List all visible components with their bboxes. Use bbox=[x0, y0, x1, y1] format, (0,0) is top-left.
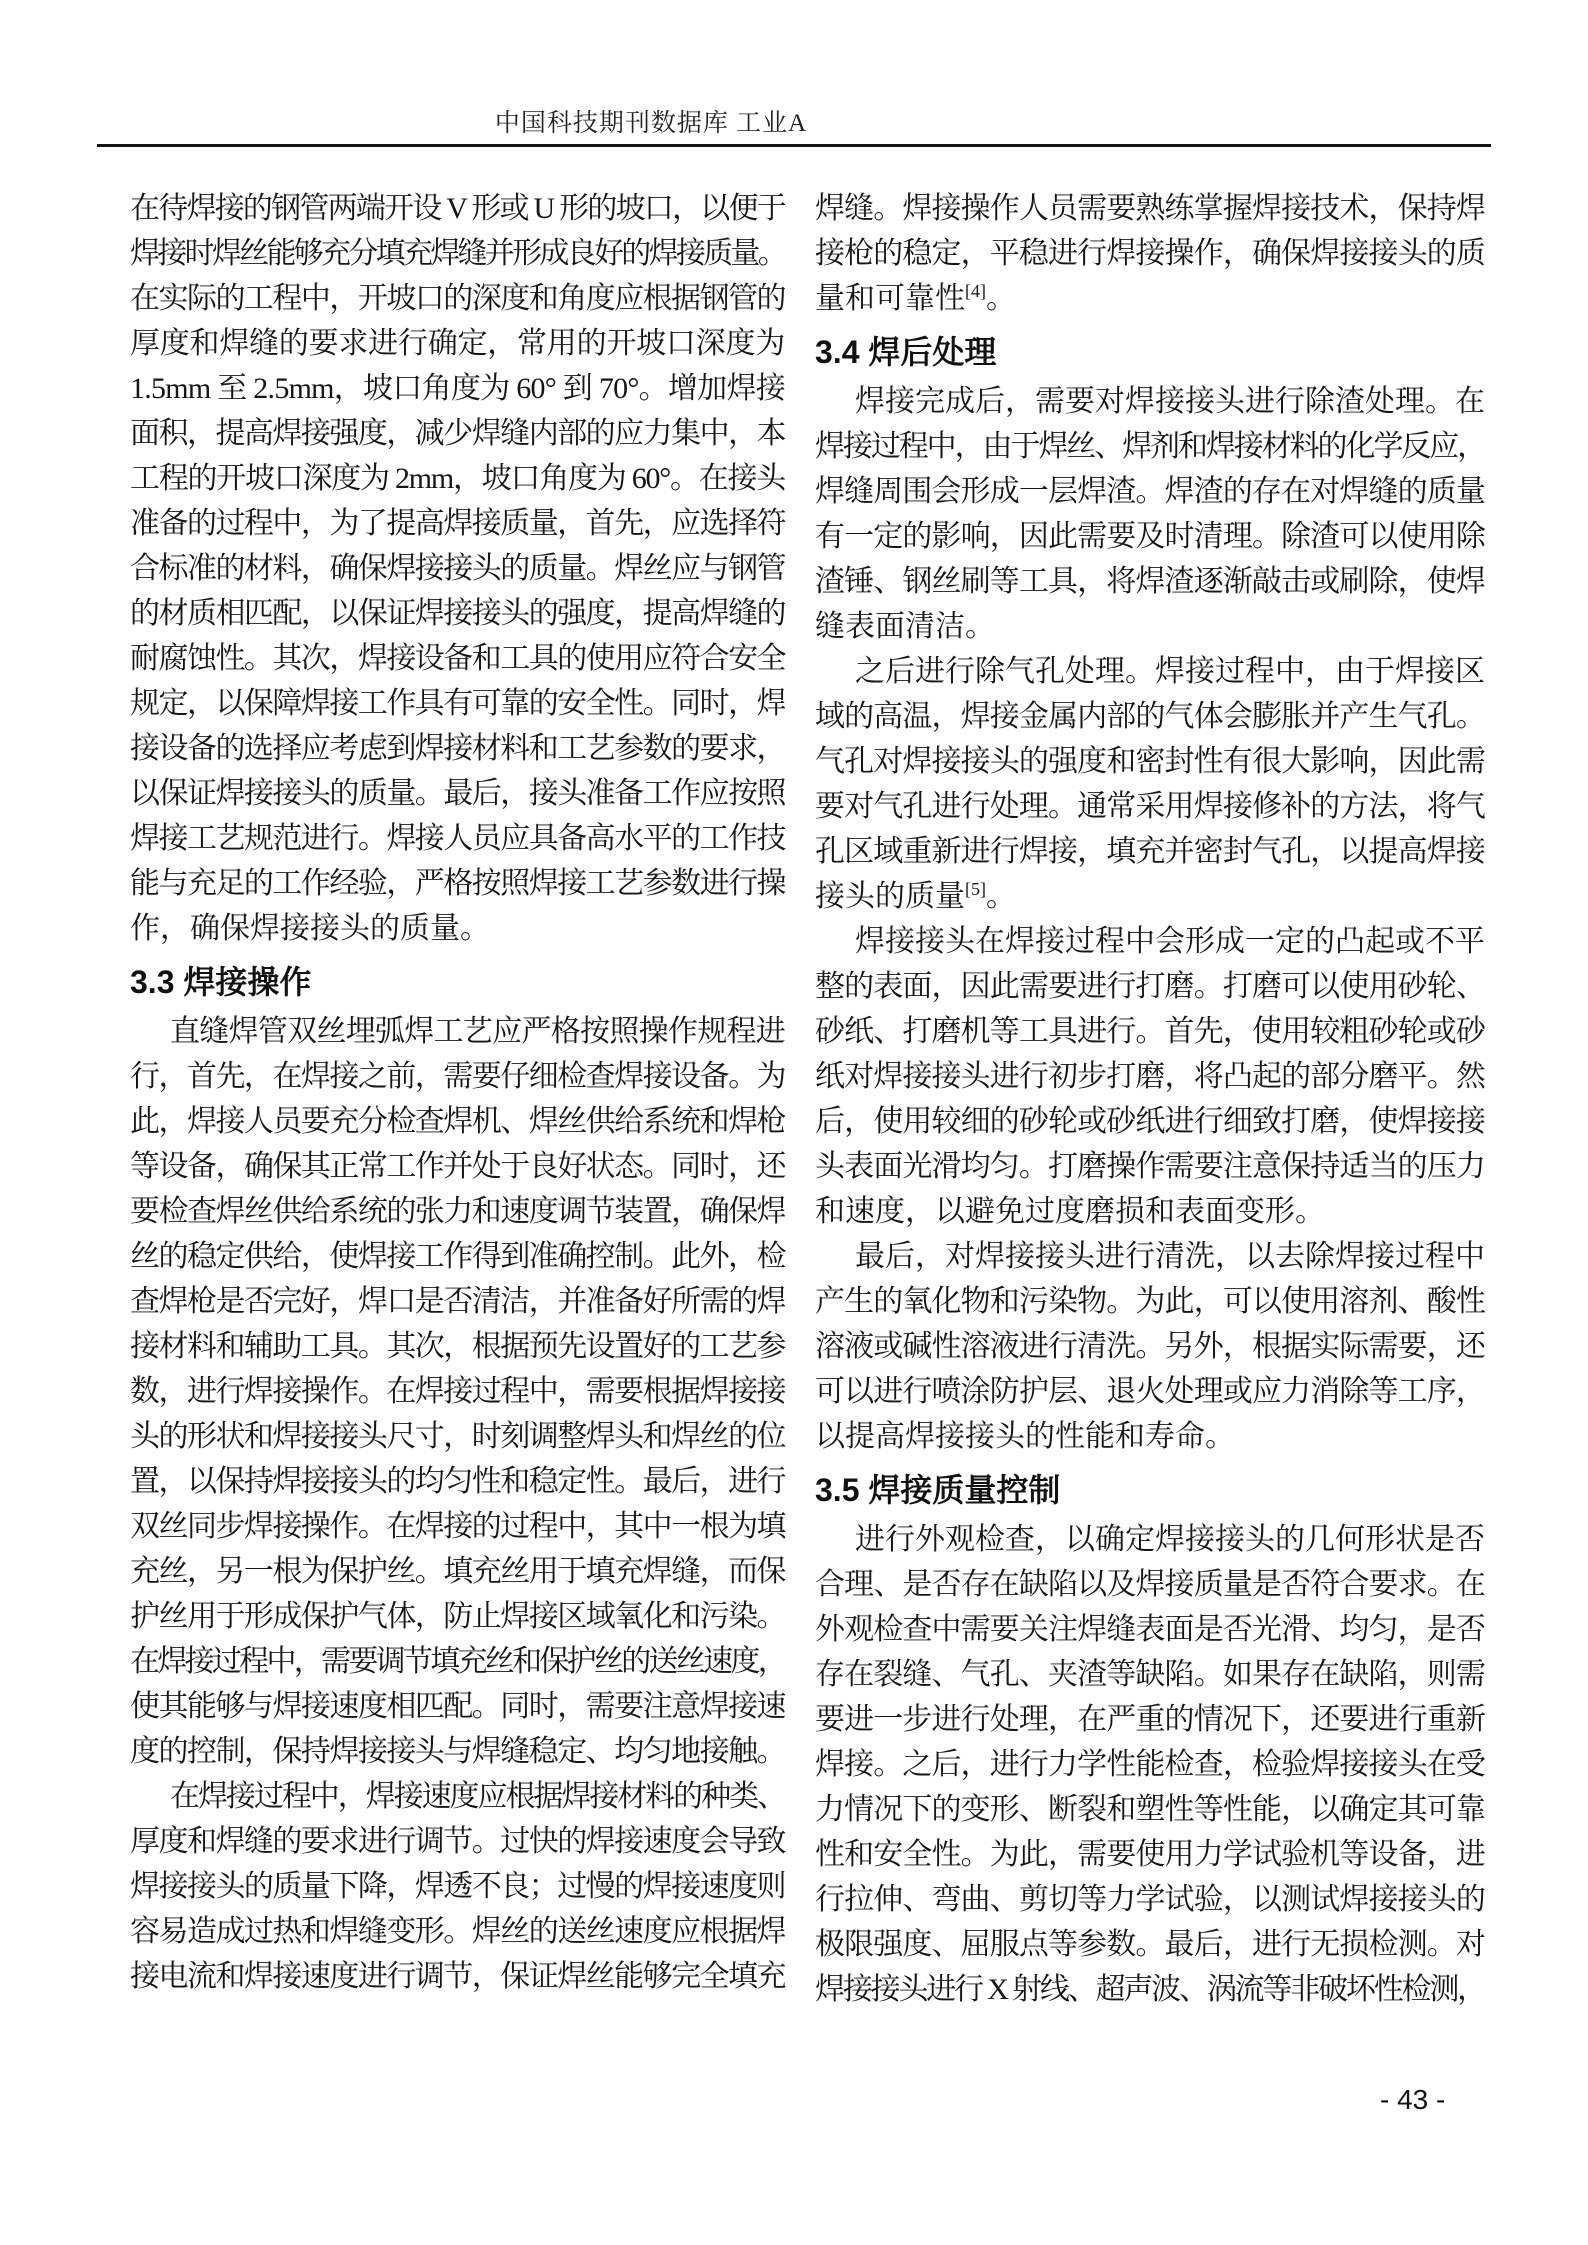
text-line: 耐腐蚀性。其次，焊接设备和工具的使用应符合安全 bbox=[130, 642, 786, 675]
text-line: 此，焊接人员要充分检查焊机、焊丝供给系统和焊枪 bbox=[130, 1105, 786, 1138]
text-line: 作，确保焊接接头的质量。 bbox=[130, 912, 490, 945]
text-line: 合理、是否存在缺陷以及焊接质量是否符合要求。在 bbox=[815, 1568, 1485, 1601]
section-heading: 3.5 焊接质量控制 bbox=[815, 1472, 1061, 1508]
text-line: 查焊枪是否完好，焊口是否清洁，并准备好所需的焊 bbox=[130, 1285, 786, 1318]
text-line: 极限强度、屈服点等参数。最后，进行无损检测。对 bbox=[815, 1928, 1485, 1961]
paragraph bbox=[815, 186, 1485, 321]
paragraph bbox=[130, 1009, 785, 1774]
header-rule bbox=[97, 144, 1491, 147]
paragraph bbox=[815, 379, 1485, 649]
text-line: 接头的质量[5]。 bbox=[815, 879, 1016, 913]
text-line: 焊缝。焊接操作人员需要熟练掌握焊接技术，保持焊 bbox=[815, 192, 1485, 225]
text-line: 焊接接头进行 X 射线、超声波、涡流等非破坏性检测， bbox=[815, 1973, 1485, 2006]
text-line: 1.5mm 至 2.5mm，坡口角度为 60° 到 70°。增加焊接 bbox=[130, 372, 785, 405]
text-line: 以保证焊接接头的质量。最后，接头准备工作应按照 bbox=[130, 777, 786, 810]
paragraph bbox=[815, 1234, 1485, 1459]
text-line: 砂纸、打磨机等工具进行。首先，使用较粗砂轮或砂 bbox=[815, 1015, 1485, 1048]
text-line: 后，使用较细的砂轮或砂纸进行细致打磨，使焊接接 bbox=[815, 1105, 1485, 1138]
text-line: 行拉伸、弯曲、剪切等力学试验，以测试焊接接头的 bbox=[815, 1883, 1485, 1916]
paragraph bbox=[815, 649, 1485, 919]
text-line: 域的高温，焊接金属内部的气体会膨胀并产生气孔。 bbox=[815, 700, 1485, 733]
text-line: 可以进行喷涂防护层、退火处理或应力消除等工序， bbox=[815, 1375, 1485, 1408]
text-line: 以提高焊接接头的性能和寿命。 bbox=[815, 1420, 1235, 1453]
text-line: 行，首先，在焊接之前，需要仔细检查焊接设备。为 bbox=[130, 1060, 786, 1093]
text-line: 规定，以保障焊接工作具有可靠的安全性。同时，焊 bbox=[130, 687, 786, 720]
text-line: 能与充足的工作经验，严格按照焊接工艺参数进行操 bbox=[130, 867, 786, 900]
paragraph bbox=[130, 1774, 785, 1999]
text-line: 气孔对焊接接头的强度和密封性有很大影响，因此需 bbox=[815, 745, 1485, 778]
text-line: 双丝同步焊接操作。在焊接的过程中，其中一根为填 bbox=[130, 1510, 786, 1543]
text-line: 焊接接头的质量下降，焊透不良；过慢的焊接速度则 bbox=[130, 1870, 786, 1903]
text-line: 厚度和焊缝的要求进行确定，常用的开坡口深度为 bbox=[130, 327, 785, 360]
text-line: 准备的过程中，为了提高焊接质量，首先，应选择符 bbox=[130, 507, 786, 540]
text-line: 量和可靠性[4]。 bbox=[815, 281, 1016, 315]
text-line: 等设备，确保其正常工作并处于良好状态。同时，还 bbox=[130, 1150, 786, 1183]
journal-header: 中国科技期刊数据库 工业A bbox=[494, 110, 808, 137]
text-line: 孔区域重新进行焊接，填充并密封气孔，以提高焊接 bbox=[815, 835, 1485, 868]
text-line: 最后，对焊接接头进行清洗，以去除焊接过程中 bbox=[855, 1240, 1485, 1273]
text-line: 焊接完成后，需要对焊接接头进行除渣处理。在 bbox=[855, 385, 1485, 418]
text-line: 焊接时焊丝能够充分填充焊缝并形成良好的焊接质量。 bbox=[130, 237, 785, 270]
text-line: 焊接工艺规范进行。焊接人员应具备高水平的工作技 bbox=[130, 822, 786, 855]
paragraph bbox=[815, 919, 1485, 1234]
text-line: 数，进行焊接操作。在焊接过程中，需要根据焊接接 bbox=[130, 1375, 786, 1408]
text-line: 有一定的影响，因此需要及时清理。除渣可以使用除 bbox=[815, 520, 1485, 553]
text-line: 直缝焊管双丝埋弧焊工艺应严格按照操作规程进 bbox=[170, 1015, 786, 1048]
text-line: 工程的开坡口深度为 2mm，坡口角度为 60°。在接头 bbox=[130, 462, 785, 495]
text-line: 接设备的选择应考虑到焊接材料和工艺参数的要求， bbox=[130, 732, 786, 765]
section-heading: 3.3 焊接操作 bbox=[130, 964, 312, 1000]
text-line: 和速度，以避免过度磨损和表面变形。 bbox=[815, 1195, 1325, 1228]
text-line: 置，以保持焊接接头的均匀性和稳定性。最后，进行 bbox=[130, 1465, 786, 1498]
text-line: 接电流和焊接速度进行调节，保证焊丝能够完全填充 bbox=[130, 1960, 786, 1993]
text-line: 要进一步进行处理，在严重的情况下，还要进行重新 bbox=[815, 1703, 1485, 1736]
text-line: 度的控制，保持焊接接头与焊缝稳定、均匀地接触。 bbox=[130, 1735, 786, 1768]
text-line: 在焊接过程中，焊接速度应根据焊接材料的种类、 bbox=[170, 1780, 785, 1813]
text-line: 进行外观检查，以确定焊接接头的几何形状是否 bbox=[855, 1523, 1485, 1556]
page-body bbox=[130, 186, 1485, 2012]
right-column bbox=[815, 186, 1485, 2012]
text-line: 焊接接头在焊接过程中会形成一定的凸起或不平 bbox=[855, 925, 1485, 958]
text-line: 焊缝周围会形成一层焊渣。焊渣的存在对焊缝的质量 bbox=[815, 475, 1485, 508]
text-line: 充丝，另一根为保护丝。填充丝用于填充焊缝，而保 bbox=[130, 1555, 786, 1588]
text-line: 的材质相匹配，以保证焊接接头的强度，提高焊缝的 bbox=[130, 597, 786, 630]
text-line: 在焊接过程中，需要调节填充丝和保护丝的送丝速度， bbox=[130, 1645, 785, 1678]
text-line: 使其能够与焊接速度相匹配。同时，需要注意焊接速 bbox=[130, 1690, 786, 1723]
text-line: 之后进行除气孔处理。焊接过程中，由于焊接区 bbox=[855, 655, 1485, 688]
paragraph bbox=[815, 1517, 1485, 2012]
text-line: 在实际的工程中，开坡口的深度和角度应根据钢管的 bbox=[130, 282, 786, 315]
text-line: 性和安全性。为此，需要使用力学试验机等设备，进 bbox=[815, 1838, 1485, 1871]
text-line: 丝的稳定供给，使焊接工作得到准确控制。此外，检 bbox=[130, 1240, 786, 1273]
text-line: 纸对焊接接头进行初步打磨，将凸起的部分磨平。然 bbox=[815, 1060, 1485, 1093]
text-line: 头表面光滑均匀。打磨操作需要注意保持适当的压力 bbox=[815, 1150, 1485, 1183]
text-line: 缝表面清洁。 bbox=[815, 610, 995, 643]
text-line: 要对气孔进行处理。通常采用焊接修补的方法，将气 bbox=[815, 790, 1485, 823]
text-line: 产生的氧化物和污染物。为此，可以使用溶剂、酸性 bbox=[815, 1285, 1485, 1318]
left-column bbox=[130, 186, 785, 2012]
citation-superscript: [5] bbox=[965, 879, 986, 899]
page-number: - 43 - bbox=[1380, 2084, 1446, 2115]
paragraph bbox=[130, 186, 785, 951]
text-line: 整的表面，因此需要进行打磨。打磨可以使用砂轮、 bbox=[815, 970, 1485, 1003]
text-line: 要检查焊丝供给系统的张力和速度调节装置，确保焊 bbox=[130, 1195, 786, 1228]
citation-superscript: [4] bbox=[965, 281, 986, 301]
text-line: 护丝用于形成保护气体，防止焊接区域氧化和污染。 bbox=[130, 1600, 786, 1633]
section-heading: 3.4 焊后处理 bbox=[815, 334, 997, 370]
text-line: 容易造成过热和焊缝变形。焊丝的送丝速度应根据焊 bbox=[130, 1915, 786, 1948]
text-line: 外观检查中需要关注焊缝表面是否光滑、均匀，是否 bbox=[815, 1613, 1485, 1646]
text-line: 溶液或碱性溶液进行清洗。另外，根据实际需要，还 bbox=[815, 1330, 1485, 1363]
text-line: 接材料和辅助工具。其次，根据预先设置好的工艺参 bbox=[130, 1330, 786, 1363]
text-line: 头的形状和焊接接头尺寸，时刻调整焊头和焊丝的位 bbox=[130, 1420, 786, 1453]
text-line: 合标准的材料，确保焊接接头的质量。焊丝应与钢管 bbox=[130, 552, 786, 585]
text-line: 焊接。之后，进行力学性能检查，检验焊接接头在受 bbox=[815, 1748, 1485, 1781]
text-line: 面积，提高焊接强度，减少焊缝内部的应力集中，本 bbox=[130, 417, 786, 450]
text-line: 在待焊接的钢管两端开设 V 形或 U 形的坡口，以便于 bbox=[130, 192, 785, 225]
text-line: 接枪的稳定，平稳进行焊接操作，确保焊接接头的质 bbox=[815, 237, 1485, 270]
text-line: 力情况下的变形、断裂和塑性等性能，以确定其可靠 bbox=[815, 1793, 1485, 1826]
text-line: 厚度和焊缝的要求进行调节。过快的焊接速度会导致 bbox=[130, 1825, 786, 1858]
text-line: 存在裂缝、气孔、夹渣等缺陷。如果存在缺陷，则需 bbox=[815, 1658, 1485, 1691]
text-line: 渣锤、钢丝刷等工具，将焊渣逐渐敲击或刷除，使焊 bbox=[815, 565, 1485, 598]
text-line: 焊接过程中，由于焊丝、焊剂和焊接材料的化学反应， bbox=[815, 430, 1486, 463]
